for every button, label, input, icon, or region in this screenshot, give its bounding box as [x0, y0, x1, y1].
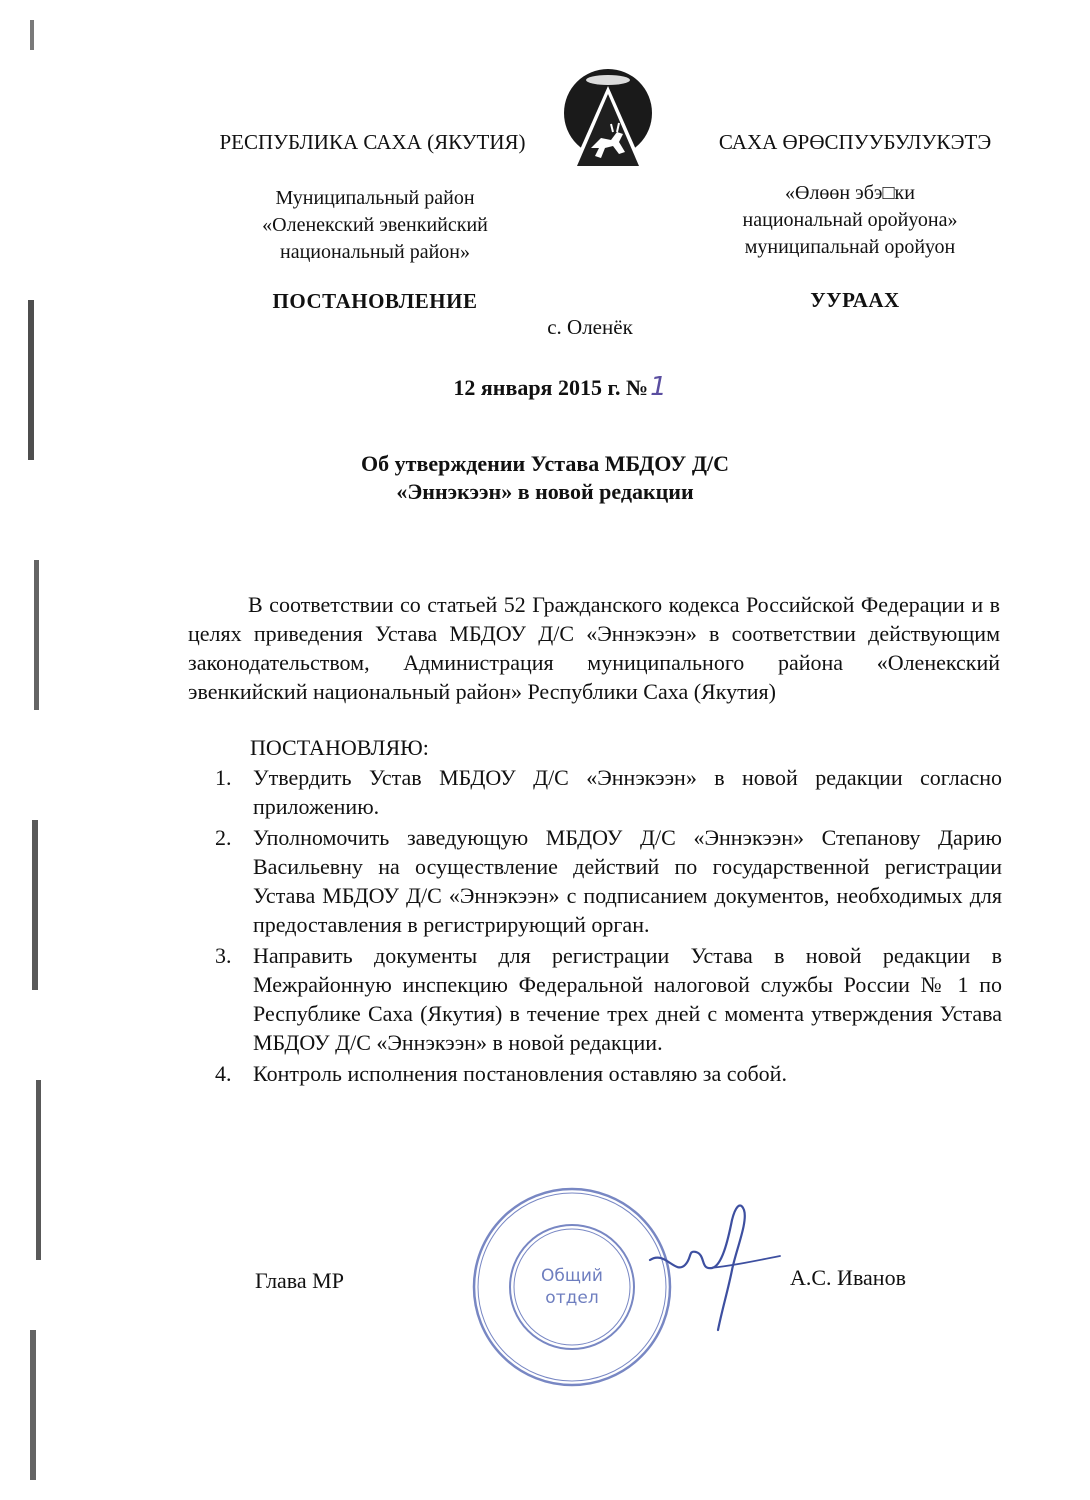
- signatory-name: А.С. Иванов: [790, 1265, 906, 1290]
- scan-artifact: [30, 1330, 36, 1480]
- list-item: [215, 823, 1002, 939]
- item-number: 3.: [215, 943, 232, 968]
- scan-artifact: [34, 560, 39, 710]
- item-number: 4.: [215, 1061, 232, 1086]
- district-name-ru: [215, 185, 535, 266]
- item-number: 2.: [215, 825, 232, 850]
- document-date: 12 января 2015 г. №: [453, 375, 649, 400]
- date-and-number: [400, 372, 720, 402]
- district-line: «Өлөөн эбэ□ки: [785, 182, 915, 204]
- scan-edge: [0, 0, 40, 1500]
- doc-type-ru: ПОСТАНОВЛЕНИЕ: [272, 289, 478, 313]
- region-name-ru: РЕСПУБЛИКА САХА (ЯКУТИЯ): [219, 130, 526, 154]
- title-line: Об утверждении Устава МБДОУ Д/С: [361, 451, 729, 476]
- signatory-role: Глава МР: [255, 1268, 344, 1293]
- republic-coat-of-arms-icon: [553, 68, 663, 180]
- scan-artifact: [36, 1080, 41, 1260]
- item-text: Уполномочить заведующую МБДОУ Д/С «Эннэкээн» Степанову Дарию Васильевну на осуществление действий по государственной регистрации Устава МБДОУ Д/С «Эннэкээн» с подписанием документов, необходимых для предоставления в регистрирующий орган.: [253, 825, 1002, 937]
- preamble-paragraph: В соответствии со статьей 52 Гражданского кодекса Российской Федерации и в целях приведения Устава МБДОУ Д/С «Эннэкээн» в соответствии действующим законодательством, Администрация муниципального района «Оленекский эвенкийский национальный район» Республики Саха (Якутия): [188, 592, 1000, 704]
- scan-artifact: [30, 20, 34, 50]
- district-line: национальный район»: [280, 241, 470, 263]
- stamp-center-line: отдел: [545, 1288, 599, 1308]
- region-name-sakha: САХА ӨРӨСПУУБУЛУКЭТЭ: [718, 130, 992, 154]
- scan-artifact: [28, 300, 34, 460]
- item-number: 1.: [215, 765, 232, 790]
- document-number: 1: [650, 372, 667, 402]
- district-name-sakha: [700, 180, 1000, 261]
- document-title: [300, 450, 790, 506]
- list-item: [215, 1059, 1002, 1088]
- item-text: Контроль исполнения постановления оставляю за собой.: [253, 1061, 787, 1086]
- decree-word: ПОСТАНОВЛЯЮ:: [250, 735, 429, 760]
- handwritten-signature: [640, 1190, 790, 1340]
- district-line: «Оленекский эвенкийский: [262, 214, 488, 236]
- district-line: муниципальнай оройуон: [744, 236, 956, 258]
- district-line: Муниципальный район: [275, 187, 475, 209]
- decree-items: [215, 763, 1002, 1090]
- doc-type-sakha: УУРААХ: [810, 288, 900, 312]
- list-item: [215, 941, 1002, 1057]
- item-text: Направить документы для регистрации Устава в новой редакции в Межрайонную инспекцию Федеральной налоговой службы России № 1 по Республике Саха (Якутия) в течение трех дней с момента утверждения Устава МБДОУ Д/С «Эннэкээн» в новой редакции.: [253, 943, 1002, 1055]
- stamp-center-line: Общий: [541, 1266, 603, 1286]
- title-line: «Эннэкээн» в новой редакции: [396, 479, 694, 504]
- item-text: Утвердить Устав МБДОУ Д/С «Эннэкээн» в новой редакции согласно приложению.: [253, 765, 1002, 819]
- scan-artifact: [32, 820, 38, 990]
- place-of-issue: с. Оленёк: [547, 315, 633, 339]
- list-item: [215, 763, 1002, 821]
- district-line: национальнай оройуона»: [742, 209, 958, 231]
